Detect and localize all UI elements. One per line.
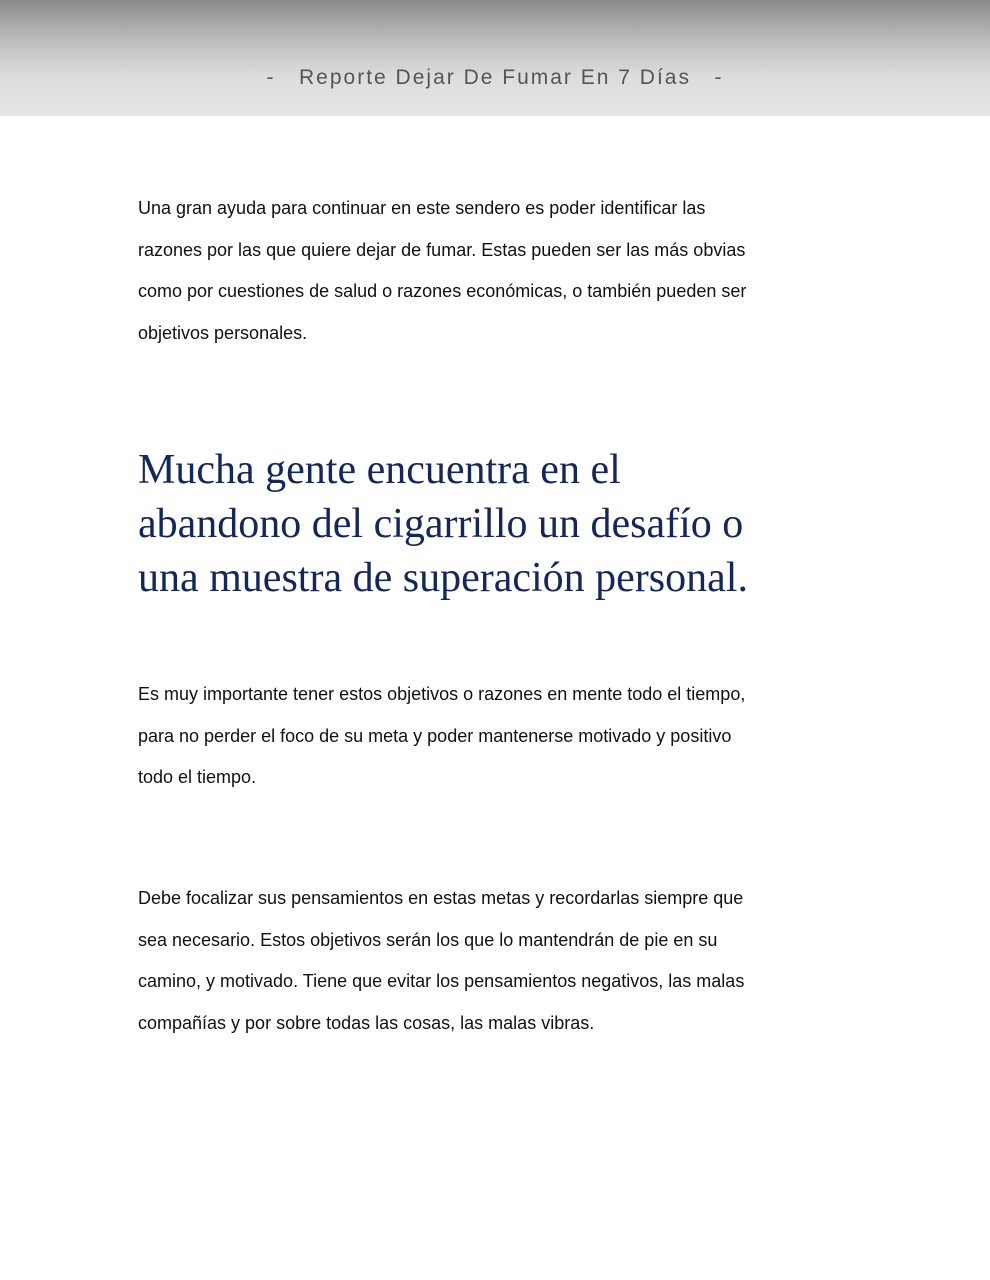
heading-line: una muestra de superación personal. bbox=[138, 555, 748, 601]
text-line: Debe focalizar sus pensamientos en estas metas y recordarlas siempre que bbox=[138, 888, 744, 908]
text-line: todo el tiempo. bbox=[138, 767, 257, 787]
paragraph-focus bbox=[138, 878, 744, 1044]
text-line: para no perder el foco de su meta y poder mantenerse motivado y positivo bbox=[138, 725, 732, 746]
page-header bbox=[0, 0, 990, 116]
text-line: objetivos personales. bbox=[138, 322, 308, 343]
text-line: Una gran ayuda para continuar en este sendero es poder identificar las bbox=[138, 198, 706, 218]
text-line: compañías y por sobre todas las cosas, las malas vibras. bbox=[138, 1012, 595, 1033]
paragraph-reasons bbox=[138, 188, 746, 354]
header-title: - Reporte Dejar De Fumar En 7 Días - bbox=[266, 66, 724, 89]
pull-quote-heading bbox=[138, 443, 748, 605]
heading-line: Mucha gente encuentra en el bbox=[138, 447, 621, 493]
text-line: sea necesario. Estos objetivos serán los que lo mantendrán de pie en su bbox=[138, 929, 718, 950]
text-line: Es muy importante tener estos objetivos o razones en mente todo el tiempo, bbox=[138, 684, 746, 704]
text-line: camino, y motivado. Tiene que evitar los pensamientos negativos, las malas bbox=[138, 971, 745, 991]
paragraph-importance bbox=[138, 674, 745, 799]
heading-line: abandono del cigarrillo un desafío o bbox=[138, 501, 744, 547]
text-line: como por cuestiones de salud o razones económicas, o también pueden ser bbox=[138, 281, 747, 301]
text-line: razones por las que quiere dejar de fumar. Estas pueden ser las más obvias bbox=[138, 239, 746, 260]
